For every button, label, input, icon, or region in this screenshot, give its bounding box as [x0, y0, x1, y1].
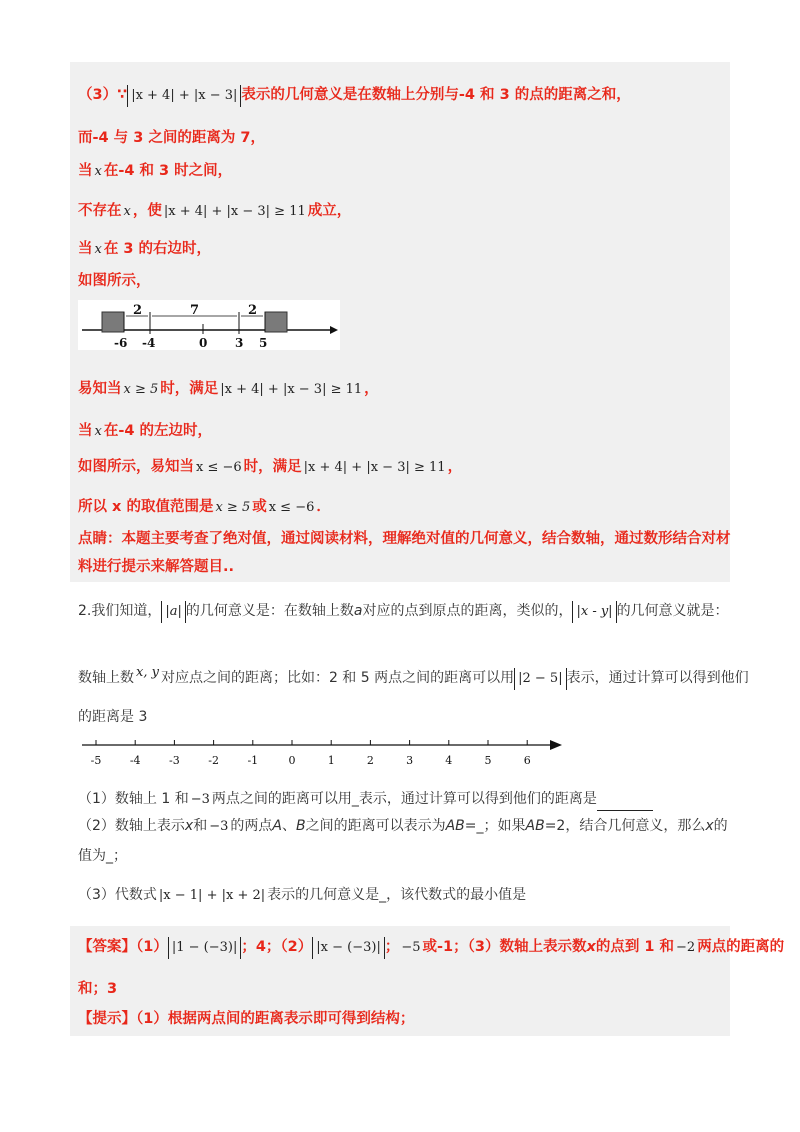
number-line-figure [78, 300, 340, 350]
math-expression: |x + 4| + |x − 3| ≥ 11 [220, 382, 363, 397]
shaded-region-right [265, 312, 287, 332]
distance-label: 2 [248, 303, 258, 318]
solution-line-6: 如图所示， [78, 273, 151, 289]
math-expression: |x + 4| + |x − 3| ≥ 11 [163, 204, 306, 219]
question-2-part-1: （1）数轴上 1 和 −3 两点之间的距离可以用_表示，通过计算可以得到他们的距离是 [78, 788, 653, 811]
tick-label: -6 [114, 336, 128, 350]
solution-line-1: （3）∵ |x + 4| + |x − 3| 表示的几何意义是在数轴上分别与-4 和 3 的点的距离之和， [78, 84, 631, 107]
axis-tick-label: 0 [288, 754, 296, 767]
solution-line-2: 而-4 与 3 之间的距离为 7， [78, 130, 265, 146]
tick-label: 0 [199, 336, 208, 350]
axis-tick-label: -5 [90, 754, 102, 767]
axis-tick-label: -2 [208, 754, 219, 767]
comment-line-2: 料进行提示来解答题目.. [78, 559, 235, 575]
tick-label: -4 [142, 336, 156, 350]
axis-tick-label: 1 [327, 754, 335, 767]
math-expression: |x + 4| + |x − 3| ≥ 11 [303, 460, 446, 475]
question-2-line-1: 2.我们知道， |a| 的几何意义是：在数轴上数a对应的点到原点的距离，类似的， |x - y| 的几何意义就是： [78, 600, 729, 623]
solution-line-5: 当 x 在 3 的右边时， [78, 241, 212, 257]
solution-line-7: 易知当 x ≥ 5 时，满足 |x + 4| + |x − 3| ≥ 11 ， [78, 378, 379, 401]
question-2-part-2-cont: 值为_； [78, 848, 127, 864]
hint-tag: 【提示】 [78, 1011, 136, 1027]
axis-tick-label: 3 [406, 754, 414, 767]
question-2-line-3: 的距离是 3 [78, 709, 148, 725]
answer-line-2: 和；3 [78, 981, 118, 997]
solution-line-9: 如图所示，易知当 x ≤ −6 时，满足 |x + 4| + |x − 3| ≥ 11 ， [78, 456, 462, 479]
answer-line-1: 【答案】（1） |1 − (−3)| ；4；（2） |x − (−3)| ； −5 或-1；（3）数轴上表示数x的点到 1 和 −2 两点的距离的 [78, 936, 784, 959]
shaded-region-left [102, 312, 124, 332]
solution-line-3: 当 x 在-4 和 3 时之间， [78, 163, 233, 179]
distance-label: 2 [133, 303, 143, 318]
tick-label: 3 [235, 336, 244, 350]
math-expression: |x + 4| + |x − 3| [127, 85, 241, 107]
distance-label: 7 [190, 303, 200, 318]
axis-tick-label: -1 [247, 754, 259, 767]
comment-line-1: 点睛：本题主要考查了绝对值，通过阅读材料，理解绝对值的几何意义，结合数轴，通过数形结合对材 [78, 531, 731, 547]
axis-tick-label: 6 [523, 754, 531, 767]
question-2-part-2: （2）数轴上表示x和 −3 的两点A、B之间的距离可以表示为AB=_；如果AB=2，结合几何意义，那么x的 [78, 818, 728, 834]
number-line-axis [80, 734, 570, 770]
axis-tick-label: -4 [129, 754, 141, 767]
solution-line-8: 当 x 在-4 的左边时， [78, 423, 212, 439]
tick-label: 5 [259, 336, 268, 350]
axis-tick-label: 5 [484, 754, 492, 767]
question-2-part-3: （3）代数式 |x − 1| + |x + 2| 表示的几何意义是_，该代数式的最小值是 [78, 887, 527, 903]
hint-line: 【提示】（1）根据两点间的距离表示即可得到结构； [78, 1011, 415, 1027]
answer-blank [597, 796, 653, 811]
answer-tag: 【答案】 [78, 939, 136, 955]
question-2-line-2: 数轴上数 x, y 对应点之间的距离；比如：2 和 5 两点之间的距离可以用 |2 − 5| 表示，通过计算可以得到他们 [78, 662, 749, 690]
solution-line-10: 所以 x 的取值范围是 x ≥ 5 或 x ≤ −6 ． [78, 499, 331, 515]
solution-line-4: 不存在 x ，使 |x + 4| + |x − 3| ≥ 11 成立， [78, 200, 351, 223]
axis-tick-label: 4 [445, 754, 453, 767]
axis-tick-label: -3 [169, 754, 180, 767]
axis-tick-label: 2 [366, 754, 374, 767]
